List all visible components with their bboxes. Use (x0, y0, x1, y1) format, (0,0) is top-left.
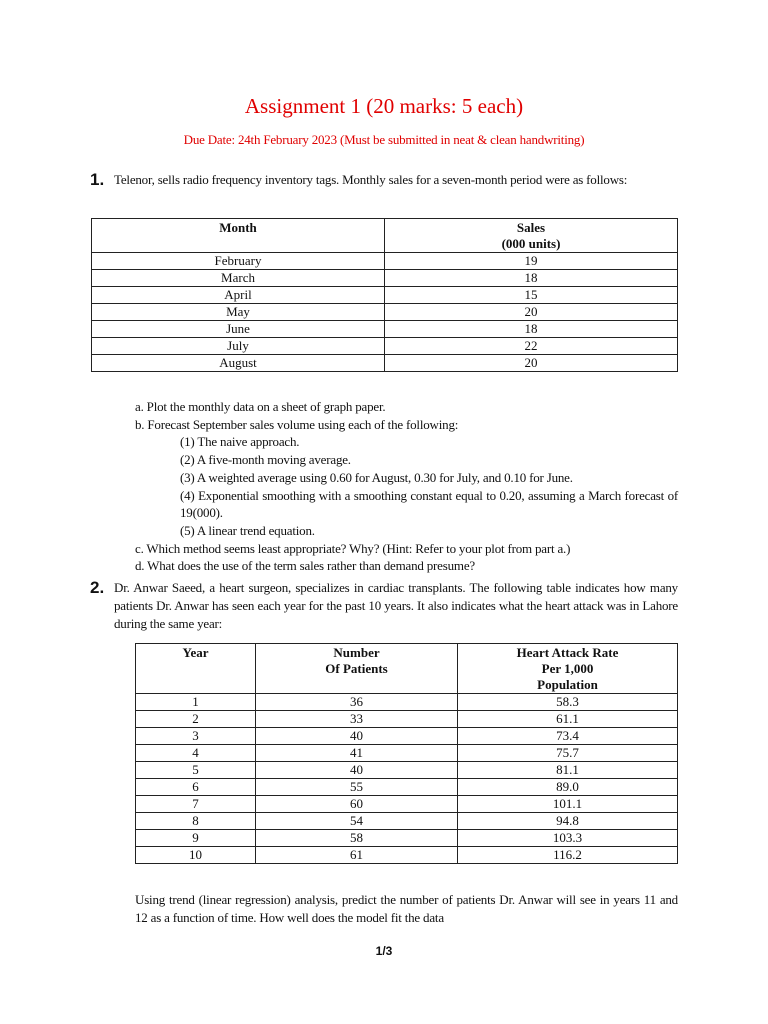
part-b3: (3) A weighted average using 0.60 for August, 0.30 for July, and 0.10 for June. (180, 469, 573, 485)
sales-cell: 15 (385, 287, 678, 304)
year-cell: 9 (136, 830, 256, 847)
table-row (92, 270, 678, 287)
month-cell: February (92, 253, 385, 270)
patients-cell: 41 (256, 745, 458, 762)
patients-cell: 40 (256, 762, 458, 779)
year-cell: 5 (136, 762, 256, 779)
rate-cell: 89.0 (458, 779, 678, 796)
patients-cell: 36 (256, 694, 458, 711)
part-c: c. Which method seems least appropriate? Why? (Hint: Refer to your plot from part a.) (135, 540, 571, 556)
month-cell: April (92, 287, 385, 304)
patients-header: Number Of Patients (256, 644, 458, 694)
year-cell: 3 (136, 728, 256, 745)
sales-cell: 20 (385, 304, 678, 321)
patients-cell: 55 (256, 779, 458, 796)
table-row (92, 304, 678, 321)
table-row (92, 355, 678, 372)
question-1-intro: Telenor, sells radio frequency inventory tags. Monthly sales for a seven-month period were as follows: (114, 172, 628, 187)
patients-cell: 54 (256, 813, 458, 830)
rate-cell: 81.1 (458, 762, 678, 779)
year-cell: 2 (136, 711, 256, 728)
table-row (136, 813, 678, 830)
table-row (136, 779, 678, 796)
patients-cell: 60 (256, 796, 458, 813)
rate-cell: 58.3 (458, 694, 678, 711)
part-b1: (1) The naive approach. (180, 434, 300, 450)
part-d: d. What does the use of the term sales rather than demand presume? (135, 558, 475, 574)
month-cell: August (92, 355, 385, 372)
page-title: Assignment 1 (20 marks: 5 each) (244, 94, 524, 118)
rate-cell: 101.1 (458, 796, 678, 813)
patients-table (135, 643, 678, 864)
table-row (136, 830, 678, 847)
year-cell: 1 (136, 694, 256, 711)
year-cell: 7 (136, 796, 256, 813)
part-b5: (5) A linear trend equation. (180, 522, 315, 538)
table-row (92, 321, 678, 338)
sales-header: Sales (000 units) (385, 219, 678, 253)
table-row (136, 762, 678, 779)
patients-cell: 61 (256, 847, 458, 864)
table-row (136, 711, 678, 728)
question-1-parts (135, 398, 678, 575)
patients-cell: 58 (256, 830, 458, 847)
page-number: 1/3 (375, 944, 393, 958)
question-2-task: Using trend (linear regression) analysis, predict the number of patients Dr. Anwar will see in years 11 and 12 as a function of time. How well does the model fit the data (135, 892, 678, 925)
table-row (136, 745, 678, 762)
rate-cell: 94.8 (458, 813, 678, 830)
month-header: Month (92, 219, 385, 253)
patients-cell: 40 (256, 728, 458, 745)
year-cell: 4 (136, 745, 256, 762)
rate-cell: 75.7 (458, 745, 678, 762)
rate-cell: 73.4 (458, 728, 678, 745)
table-row (136, 847, 678, 864)
year-cell: 10 (136, 847, 256, 864)
rate-cell: 103.3 (458, 830, 678, 847)
month-cell: March (92, 270, 385, 287)
table-row (136, 694, 678, 711)
question-1-number: 1. (90, 170, 105, 189)
part-a: a. Plot the monthly data on a sheet of graph paper. (135, 399, 386, 414)
rate-header: Heart Attack Rate Per 1,000 Population (458, 644, 678, 694)
sales-cell: 22 (385, 338, 678, 355)
year-header: Year (136, 644, 256, 694)
part-b: b. Forecast September sales volume using each of the following: (135, 416, 459, 432)
table-row (92, 287, 678, 304)
year-cell: 6 (136, 779, 256, 796)
part-b4: (4) Exponential smoothing with a smoothing constant equal to 0.20, assuming a March forecast of 19(000). (180, 487, 678, 521)
sales-cell: 20 (385, 355, 678, 372)
table-row (136, 796, 678, 813)
rate-cell: 61.1 (458, 711, 678, 728)
year-cell: 8 (136, 813, 256, 830)
rate-cell: 116.2 (458, 847, 678, 864)
table-row (92, 253, 678, 270)
part-b2: (2) A five-month moving average. (180, 452, 351, 468)
question-2-intro: Dr. Anwar Saeed, a heart surgeon, specializes in cardiac transplants. The following table indicates how many patients Dr. Anwar has seen each year for the past 10 years. It also indicates what the heart attack was in Lahore during the same year: (114, 580, 678, 631)
due-date: Due Date: 24th February 2023 (Must be submitted in neat & clean handwriting) (183, 132, 585, 147)
sales-table (91, 218, 678, 372)
table-row (92, 338, 678, 355)
patients-cell: 33 (256, 711, 458, 728)
table-row (136, 728, 678, 745)
month-cell: July (92, 338, 385, 355)
sales-cell: 19 (385, 253, 678, 270)
month-cell: May (92, 304, 385, 321)
question-2-number: 2. (90, 578, 105, 597)
month-cell: June (92, 321, 385, 338)
sales-cell: 18 (385, 270, 678, 287)
sales-cell: 18 (385, 321, 678, 338)
